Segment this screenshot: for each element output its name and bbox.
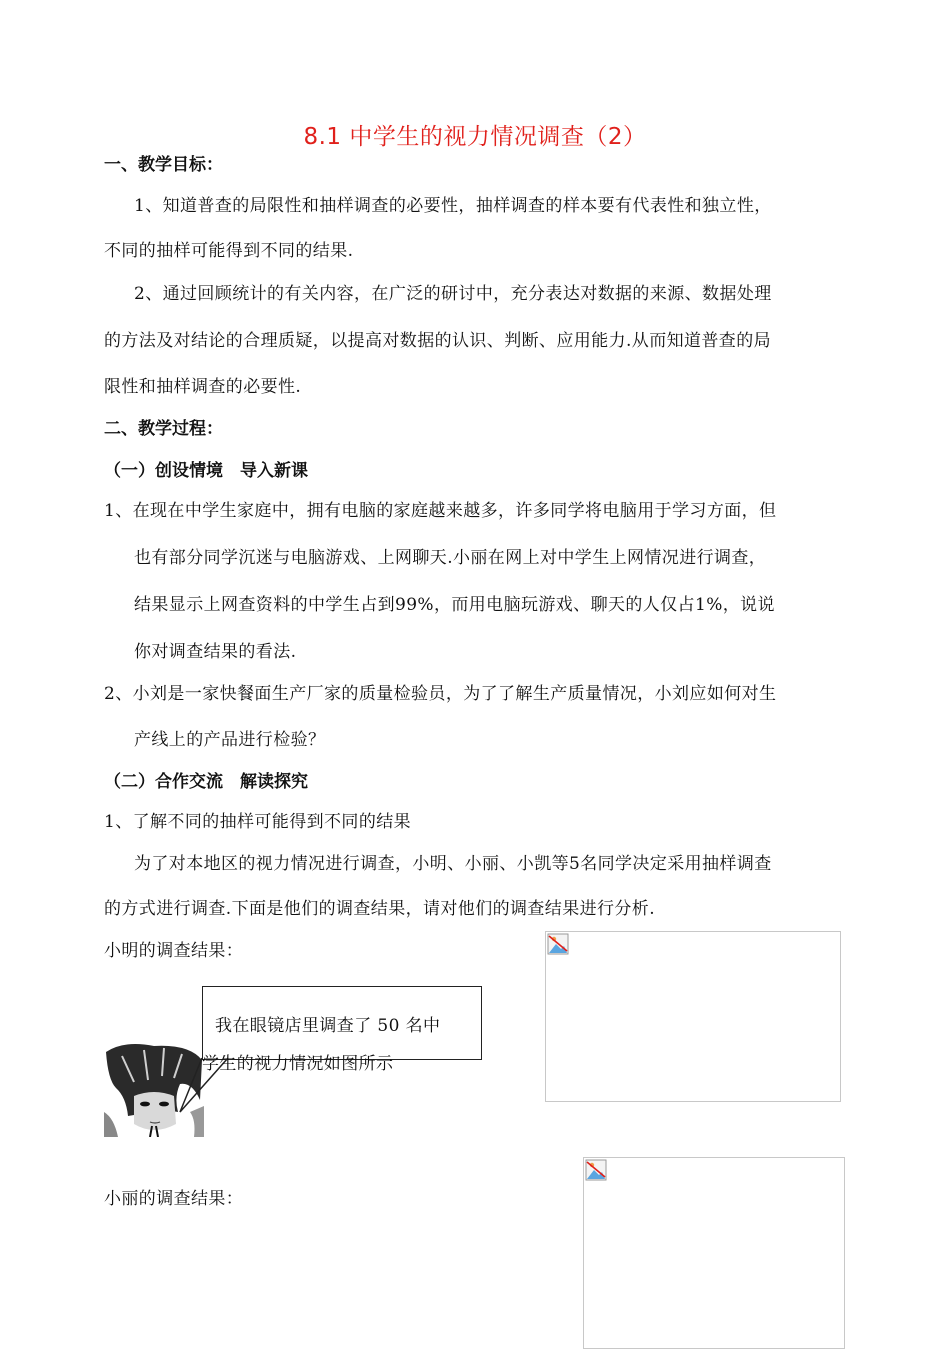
section-heading-goals: 一、教学目标： — [104, 155, 223, 175]
item-3: 1、了解不同的抽样可能得到不同的结果 — [104, 812, 412, 832]
goal-2-line-3: 限性和抽样调查的必要性. — [104, 377, 302, 397]
speech-line-1: 我在眼镜店里调查了 50 名中 — [215, 1016, 441, 1036]
xiaoli-result-label: 小丽的调查结果： — [104, 1189, 244, 1209]
paragraph-line-1: 为了对本地区的视力情况进行调查，小明、小丽、小凯等5名同学决定采用抽样调查 — [134, 854, 772, 874]
goal-2-line-2: 的方法及对结论的合理质疑，以提高对数据的认识、判断、应用能力.从而知道普查的局 — [104, 331, 772, 351]
item-1-line-4: 你对调查结果的看法. — [134, 642, 297, 662]
broken-image-icon — [585, 1159, 607, 1181]
item-1-line-1: 1、在现在中学生家庭中，拥有电脑的家庭越来越多，许多同学将电脑用于学习方面，但 — [104, 501, 777, 521]
speech-line-2: 学生的视力情况如图所示 — [202, 1054, 394, 1074]
document-title: 8.1 中学生的视力情况调查（2） — [303, 124, 647, 150]
item-1-line-2: 也有部分同学沉迷与电脑游戏、上网聊天.小丽在网上对中学生上网情况进行调查， — [134, 548, 767, 568]
section-heading-process: 二、教学过程： — [104, 419, 223, 439]
goal-1-line-2: 不同的抽样可能得到不同的结果. — [104, 241, 354, 261]
subsection-heading-1: （一）创设情境 导入新课 — [104, 461, 308, 481]
subsection-heading-2: （二）合作交流 解读探究 — [104, 772, 308, 792]
xiaoli-chart-image — [583, 1157, 845, 1349]
broken-image-icon — [547, 933, 569, 955]
goal-1-line-1: 1、知道普查的局限性和抽样调查的必要性，抽样调查的样本要有代表性和独立性， — [134, 196, 772, 216]
item-2-line-1: 2、小刘是一家快餐面生产厂家的质量检验员，为了了解生产质量情况，小刘应如何对生 — [104, 684, 777, 704]
goal-2-line-1: 2、通过回顾统计的有关内容，在广泛的研讨中，充分表达对数据的来源、数据处理 — [134, 284, 772, 304]
xiaoming-result-label: 小明的调查结果： — [104, 941, 244, 961]
item-2-line-2: 产线上的产品进行检验？ — [134, 730, 326, 750]
xiaoming-chart-image — [545, 931, 841, 1102]
paragraph-line-2: 的方式进行调查.下面是他们的调查结果，请对他们的调查结果进行分析. — [104, 899, 656, 919]
item-1-line-3: 结果显示上网查资料的中学生占到99%，而用电脑玩游戏、聊天的人仅占1%，说说 — [134, 595, 775, 615]
